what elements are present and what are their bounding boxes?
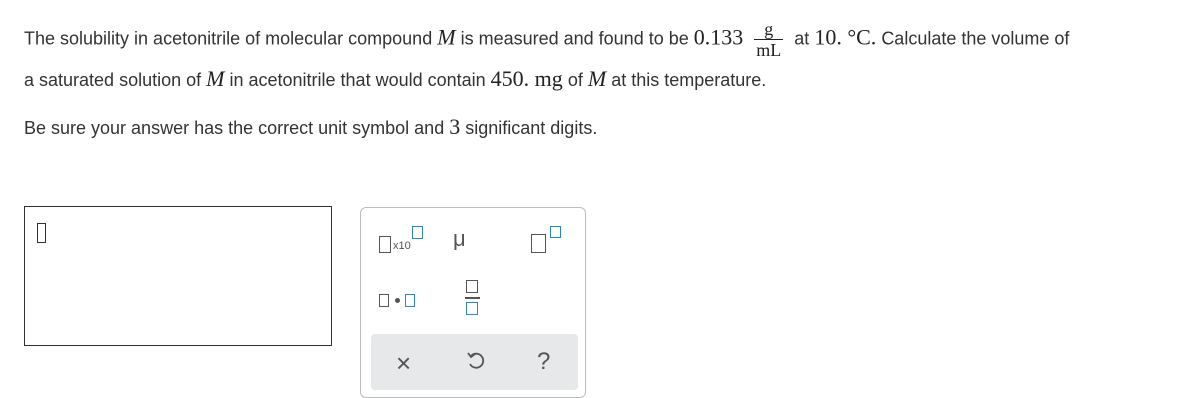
clear-icon: × xyxy=(396,348,412,378)
question-line-1: The solubility in acetonitrile of molecular compound M is measured and found to be 0.133 $\frac{g}{mL}$ at 10. °C. Calculate the volume of xyxy=(24,19,1070,60)
input-cursor xyxy=(37,223,46,243)
question-line-2: a saturated solution of M in acetonitrile that would contain 450. mg of M at this temperature. xyxy=(24,66,767,91)
fraction-button[interactable] xyxy=(465,280,485,320)
micro-prefix-button[interactable] xyxy=(447,226,477,256)
clear-button[interactable] xyxy=(396,348,411,379)
unit-fraction: $\frac{g}{mL}$ xyxy=(756,19,782,60)
mass-value: 450. mg xyxy=(490,66,563,91)
help-icon: ? xyxy=(537,348,551,375)
undo-button[interactable] xyxy=(465,350,487,372)
help-button[interactable] xyxy=(537,348,550,376)
sig-figs-value: 3 xyxy=(449,114,461,139)
micro-prefix-icon: μ xyxy=(453,226,466,251)
instruction-line: Be sure your answer has the correct unit symbol and 3 significant digits. xyxy=(24,114,598,139)
scientific-notation-button[interactable]: x10 xyxy=(379,224,425,254)
action-bar xyxy=(371,334,578,390)
temperature-value: 10. °C. xyxy=(814,24,877,50)
answer-input[interactable] xyxy=(24,206,332,346)
solubility-value: 0.133 xyxy=(693,24,744,50)
superscript-button[interactable] xyxy=(531,224,567,254)
undo-icon xyxy=(465,350,487,372)
tool-palette xyxy=(360,207,586,398)
multiply-dot-button[interactable] xyxy=(379,292,423,312)
